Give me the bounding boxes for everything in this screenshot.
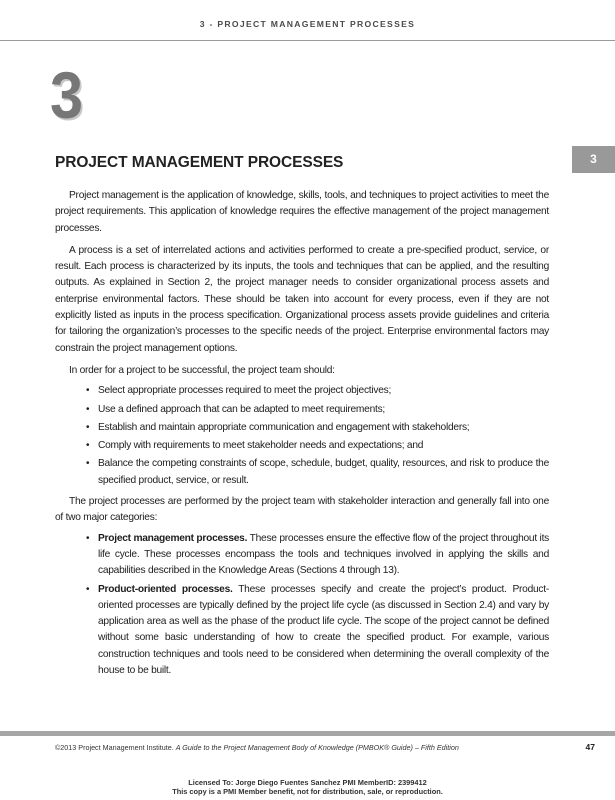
category-description: These processes ensure the effective flow of the project throughout its life cycle. These processes encompass the tools and techniques involved in applying the skills and capabilities described in the Knowledge Areas (Sections 4 through 13). bbox=[98, 532, 549, 577]
footer-divider bbox=[0, 731, 615, 736]
license-line: This copy is a PMI Member benefit, not for distribution, sale, or reproduction. bbox=[172, 786, 443, 796]
category-term: Product-oriented processes. bbox=[98, 583, 233, 595]
category-bullet-list bbox=[55, 531, 549, 680]
footer-citation bbox=[55, 743, 459, 752]
body-text bbox=[55, 188, 549, 684]
bullet-item: • Use a defined approach that can be adapted to meet requirements; bbox=[55, 402, 549, 418]
bullet-item: • Select appropriate processes required to meet the project objectives; bbox=[55, 383, 549, 399]
bullet-item: • Balance the competing constraints of scope, schedule, budget, quality, resources, and risk to produce the specified product, service, or result. bbox=[55, 456, 549, 489]
page-number: 47 bbox=[585, 742, 595, 752]
footer-book-title: A Guide to the Project Management Body of Knowledge (PMBOK® Guide) – Fifth Edition bbox=[175, 743, 459, 752]
section-heading: PROJECT MANAGEMENT PROCESSES bbox=[55, 154, 344, 171]
category-description: These processes specify and create the project’s product. Product-oriented processes are typically defined by the project life cycle (as discussed in Section 2.4) and vary by application area as well as the phase of the product life cycle. The scope of the project cannot be defined without some basic understanding of how to create the specified product. For example, various construction techniques and tools need to be considered when determining the overall complexity of the house to be built. bbox=[98, 583, 549, 677]
running-header: 3 - PROJECT MANAGEMENT PROCESSES bbox=[199, 19, 416, 29]
category-term: Project management processes. bbox=[98, 532, 248, 544]
paragraph-intro: Project management is the application of knowledge, skills, tools, and techniques to project activities to meet the project requirements. This application of knowledge requires the effective management of the project management processes. bbox=[55, 190, 549, 234]
success-bullet-list bbox=[55, 383, 549, 489]
footer-copyright: ©2013 Project Management Institute. bbox=[55, 743, 176, 752]
category-item-product-oriented bbox=[55, 582, 549, 680]
chapter-number: 3 bbox=[50, 58, 84, 132]
chapter-side-tab: 3 bbox=[572, 146, 615, 173]
paragraph-process-definition: A process is a set of interrelated actions and activities performed to create a pre-specified product, service, or result. Each process is characterized by its inputs, the tools and techniques that can be applied, and the resulting outputs. As explained in Section 2, the project manager needs to consider organizational process assets and enterprise environmental factors. These should be taken into account for every process, even if they are not explicitly listed as inputs in the process specification. Organizational process assets provide guidelines and criteria for tailoring the organization’s processes to the specific needs of the project. Enterprise environmental factors may constrain the project management options. bbox=[55, 244, 549, 354]
license-line: Licensed To: Jorge Diego Fuentes Sanchez PMI MemberID: 2399412 bbox=[188, 778, 427, 787]
category-item-project-management bbox=[55, 531, 549, 580]
paragraph-categories-lead: The project processes are performed by the project team with stakeholder interaction and generally fall into one of two major categories: bbox=[55, 496, 549, 524]
bullet-item: • Establish and maintain appropriate communication and engagement with stakeholders; bbox=[55, 420, 549, 436]
header-divider bbox=[0, 40, 615, 41]
license-notice bbox=[0, 779, 615, 796]
paragraph-success-lead: In order for a project to be successful, the project team should: bbox=[69, 364, 335, 376]
bullet-item: • Comply with requirements to meet stakeholder needs and expectations; and bbox=[55, 438, 549, 454]
